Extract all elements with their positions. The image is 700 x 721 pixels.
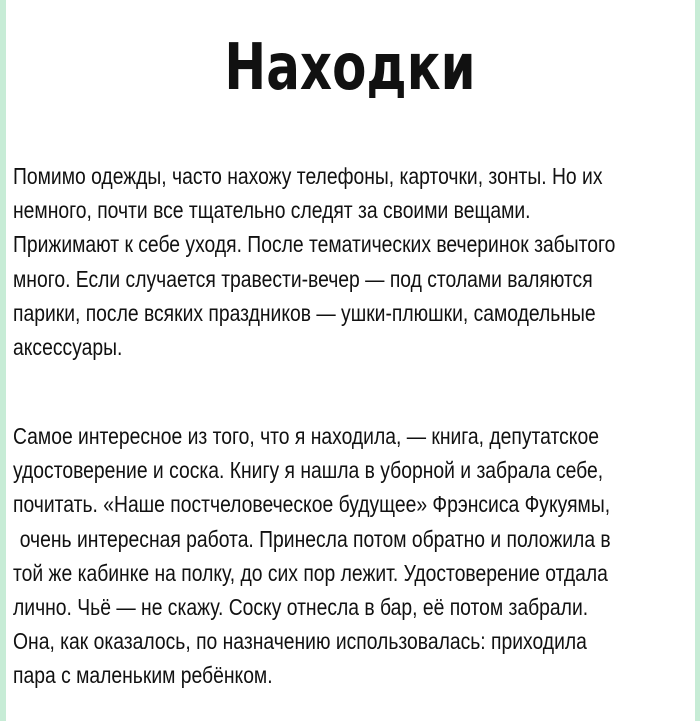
text-line: почитать. «Наше постчеловеческое будущее» Фрэнсиса Фукуямы, [13,491,611,518]
right-decorative-border [695,0,700,721]
text-line: очень интересная работа. Принесла потом обратно и положила в [19,525,611,552]
paragraph-2 [13,419,677,693]
text-line: немного, почти все тщательно следят за своими вещами. [13,197,531,224]
text-line: лично. Чьё — не скажу. Соску отнесла в бар, её потом забрали. [13,593,589,620]
text-line: много. Если случается травести-вечер — под столами валяются [13,265,593,292]
text-line: той же кабинке на полку, до сих пор лежит. Удостоверение отдала [13,559,608,586]
text-line: Самое интересное из того, что я находила, — книга, депутатское [13,423,599,449]
text-line: аксессуары. [13,333,123,360]
text-line: удостоверение и соска. Книгу я нашла в уборной и забрала себе, [13,457,604,484]
text-line: Помимо одежды, часто нахожу телефоны, карточки, зонты. Но их [13,163,603,189]
text-line: парики, после всяких праздников — ушки-плюшки, самодельные [13,299,596,326]
text-line: Она, как оказалось, по назначению использовалась: приходила [13,628,587,655]
text-line: Прижимают к себе уходя. После тематических вечеринок забытого [13,231,616,258]
page-title: Находки [224,31,476,105]
left-decorative-border [0,0,6,721]
text-line: пара с маленьким ребёнком. [13,662,273,689]
paragraph-1 [13,159,677,364]
